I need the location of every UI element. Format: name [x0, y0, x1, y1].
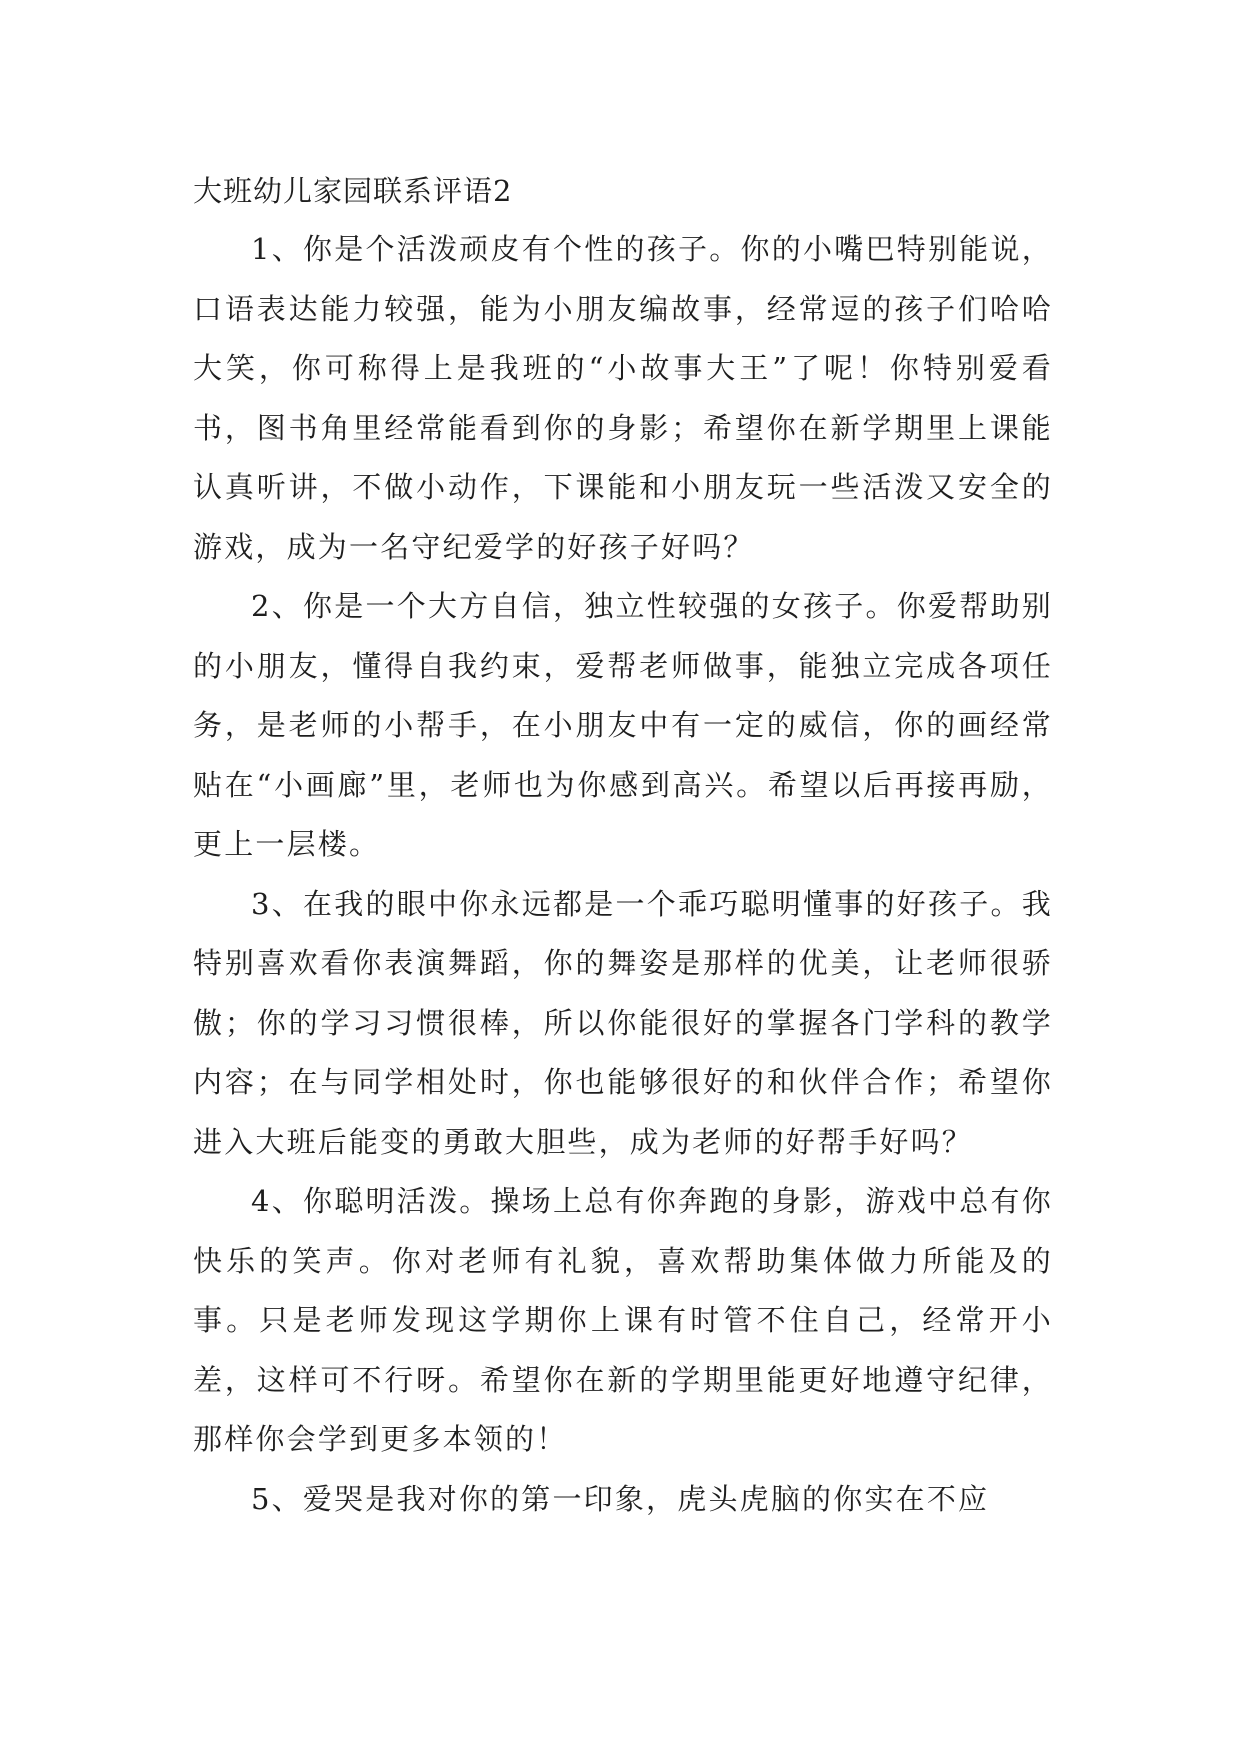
comment-paragraph-3: 3、在我的眼中你永远都是一个乖巧聪明懂事的好孩子。我特别喜欢看你表演舞蹈，你的舞姿是那样的优美，让老师很骄傲；你的学习习惯很棒，所以你能很好的掌握各门学科的教学内容；在与同学相处时，你也能够很好的和伙伴合作；希望你进入大班后能变的勇敢大胆些，成为老师的好帮手好吗？ — [193, 886, 1053, 1159]
comment-paragraph-4: 4、你聪明活泼。操场上总有你奔跑的身影，游戏中总有你快乐的笑声。你对老师有礼貌，喜欢帮助集体做力所能及的事。只是老师发现这学期你上课有时管不住自己，经常开小差，这样可不行呀。希望你在新的学期里能更好地遵守纪律，那样你会学到更多本领的！ — [193, 1184, 1053, 1456]
document-title: 大班幼儿家园联系评语2 — [193, 174, 513, 208]
comment-paragraph-2: 2、你是一个大方自信，独立性较强的女孩子。你爱帮助别的小朋友，懂得自我约束，爱帮老师做事，能独立完成各项任务，是老师的小帮手，在小朋友中有一定的威信，你的画经常贴在“小画廊”里，老师也为你感到高兴。希望以后再接再励，更上一层楼。 — [193, 589, 1053, 861]
comment-paragraph-1: 1、你是个活泼顽皮有个性的孩子。你的小嘴巴特别能说，口语表达能力较强，能为小朋友编故事，经常逗的孩子们哈哈大笑，你可称得上是我班的“小故事大王”了呢！你特别爱看书，图书角里经常能看到你的身影；希望你在新学期里上课能认真听讲，不做小动作，下课能和小朋友玩一些活泼又安全的游戏，成为一名守纪爱学的好孩子好吗？ — [193, 232, 1053, 564]
document-body — [193, 162, 1053, 1529]
comment-paragraph-5: 5、爱哭是我对你的第一印象，虎头虎脑的你实在不应 — [251, 1481, 990, 1516]
